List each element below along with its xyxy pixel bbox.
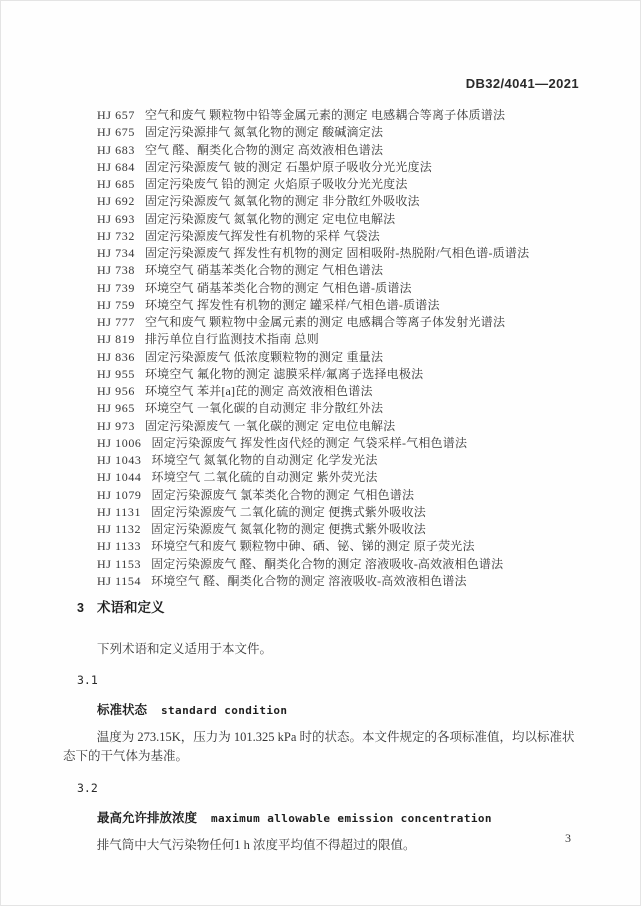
standard-code: HJ 836 [97,349,135,364]
standard-code: HJ 738 [97,263,135,278]
standard-title: 固定污染源废气 氯苯类化合物的测定 气相色谱法 [151,487,415,502]
standard-item [97,418,611,435]
standard-title: 空气和废气 颗粒物中金属元素的测定 电感耦合等离子体发射光谱法 [144,315,506,329]
standard-title: 固定污染源废气 氮氧化物的测定 非分散红外吸收法 [144,194,420,209]
standard-item [97,469,611,486]
standard-title: 固定污染废气 铅的测定 火焰原子吸收分光光度法 [144,177,408,191]
standard-item [97,504,611,521]
standard-code: HJ 956 [97,384,135,398]
section-number: 3 [77,601,84,615]
standard-code: HJ 734 [97,246,135,260]
standard-title: 固定污染源废气 挥发性有机物的测定 固相吸附-热脱附/气相色谱-质谱法 [144,246,530,260]
standard-item [97,400,611,417]
standard-title: 环境空气 苯并[a]芘的测定 高效液相色谱法 [144,384,373,398]
standard-item [97,297,611,314]
standard-code: HJ 1079 [97,487,142,502]
term-block [63,673,579,765]
standard-code: HJ 683 [97,142,135,157]
standard-item [97,487,611,504]
standard-item [97,228,611,245]
standard-title: 环境空气 氮氧化物的自动测定 化学发光法 [151,453,378,467]
standards-list [97,107,611,590]
standard-code: HJ 693 [97,211,135,226]
standard-item [97,280,611,297]
standard-item [97,245,611,262]
standard-item [97,366,611,383]
term-name-line [97,808,579,826]
standard-title: 环境空气和废气 颗粒物中砷、硒、铋、锑的测定 原子荧光法 [151,539,475,554]
term-block [63,781,579,855]
standard-item [97,538,611,555]
standard-item [97,124,611,141]
standard-code: HJ 1153 [97,556,142,571]
term-name-cn: 标准状态 [97,703,148,717]
standard-code: HJ 675 [97,125,135,140]
section-heading [77,596,579,616]
standard-item [97,142,611,159]
standard-item [97,193,611,210]
standard-code: HJ 684 [97,159,135,174]
standard-title: 环境空气 氟化物的测定 滤膜采样/氟离子选择电极法 [144,366,424,381]
standard-title: 固定污染源排气 氮氧化物的测定 酸碱滴定法 [144,125,384,140]
standard-item [97,556,611,573]
terms-section [63,596,579,855]
standard-code: HJ 759 [97,297,135,312]
standard-title: 环境空气 挥发性有机物的测定 罐采样/气相色谱-质谱法 [144,297,440,312]
standard-item [97,107,611,124]
terms-intro: 下列术语和定义适用于本文件。 [97,642,273,656]
standard-item [97,314,611,331]
standard-code: HJ 1044 [97,470,142,485]
standard-code: HJ 1132 [97,522,142,536]
standard-title: 固定污染源废气 一氧化碳的测定 定电位电解法 [144,418,396,433]
standard-title: 环境空气 硝基苯类化合物的测定 气相色谱法 [144,263,384,278]
standard-item [97,159,611,176]
standard-code: HJ 965 [97,401,135,416]
standard-code: HJ 1006 [97,435,142,450]
page-number: 3 [565,831,571,845]
standard-item [97,435,611,452]
term-definition: 排气筒中大气污染物任何1 h 浓度平均值不得超过的限值。 [96,838,416,852]
standard-code: HJ 955 [97,366,135,381]
standard-title: 固定污染源废气挥发性有机物的采样 气袋法 [144,228,380,243]
standard-item [97,211,611,228]
standard-code: HJ 739 [97,280,135,295]
term-name-cn: 最高允许排放浓度 [97,811,198,825]
term-number: 3.2 [77,781,98,795]
standard-item [97,331,611,348]
standard-code: HJ 685 [97,177,135,191]
standard-code: HJ 819 [97,332,135,347]
term-name-en: standard condition [161,704,288,717]
standard-code: HJ 657 [97,108,135,122]
term-name-en: maximum allowable emission concentration [211,812,492,825]
standard-item [97,521,611,538]
standard-item [97,349,611,366]
standard-title: 固定污染源废气 铍的测定 石墨炉原子吸收分光光度法 [144,159,432,174]
standard-item [97,383,611,400]
standard-title: 空气和废气 颗粒物中铅等金属元素的测定 电感耦合等离子体质谱法 [144,108,506,122]
standard-title: 固定污染源废气 醛、酮类化合物的测定 溶液吸收-高效液相色谱法 [151,556,504,571]
standard-title: 排污单位自行监测技术指南 总则 [144,332,319,347]
term-definition: 温度为 273.15K，压力为 101.325 kPa 时的状态。本文件规定的各项标准值，均以标准状态下的干气体为基准。 [63,730,575,763]
standard-code: HJ 1043 [97,453,142,467]
standard-title: 固定污染源废气 氮氧化物的测定 便携式紫外吸收法 [151,522,426,536]
standard-code: HJ 692 [97,194,135,209]
standard-item [97,452,611,469]
standard-title: 固定污染源废气 挥发性卤代烃的测定 气袋采样-气相色谱法 [151,435,468,450]
standard-code: HJ 1131 [97,504,142,519]
section-title: 术语和定义 [96,600,165,615]
term-name-line [97,700,579,718]
standard-item [97,176,611,193]
standard-title: 固定污染源废气 氮氧化物的测定 定电位电解法 [144,211,396,226]
standard-item [97,573,611,590]
standard-title: 环境空气 醛、酮类化合物的测定 溶液吸收-高效液相色谱法 [151,573,467,588]
term-number: 3.1 [77,673,98,687]
standard-code: HJ 732 [97,228,135,243]
standard-code: HJ 1133 [97,539,142,554]
standard-item [97,262,611,279]
standard-title: 环境空气 硝基苯类化合物的测定 气相色谱-质谱法 [144,280,412,295]
standard-title: 空气 醛、酮类化合物的测定 高效液相色谱法 [144,142,384,157]
standard-code: HJ 777 [97,315,135,329]
standard-code: HJ 1154 [97,573,142,588]
standard-title: 环境空气 一氧化碳的自动测定 非分散红外法 [144,401,384,416]
document-code: DB32/4041—2021 [465,76,579,91]
standard-title: 环境空气 二氧化硫的自动测定 紫外荧光法 [151,470,378,485]
standard-title: 固定污染源废气 低浓度颗粒物的测定 重量法 [144,349,384,364]
standard-code: HJ 973 [97,418,135,433]
standard-title: 固定污染源废气 二氧化硫的测定 便携式紫外吸收法 [151,504,426,519]
